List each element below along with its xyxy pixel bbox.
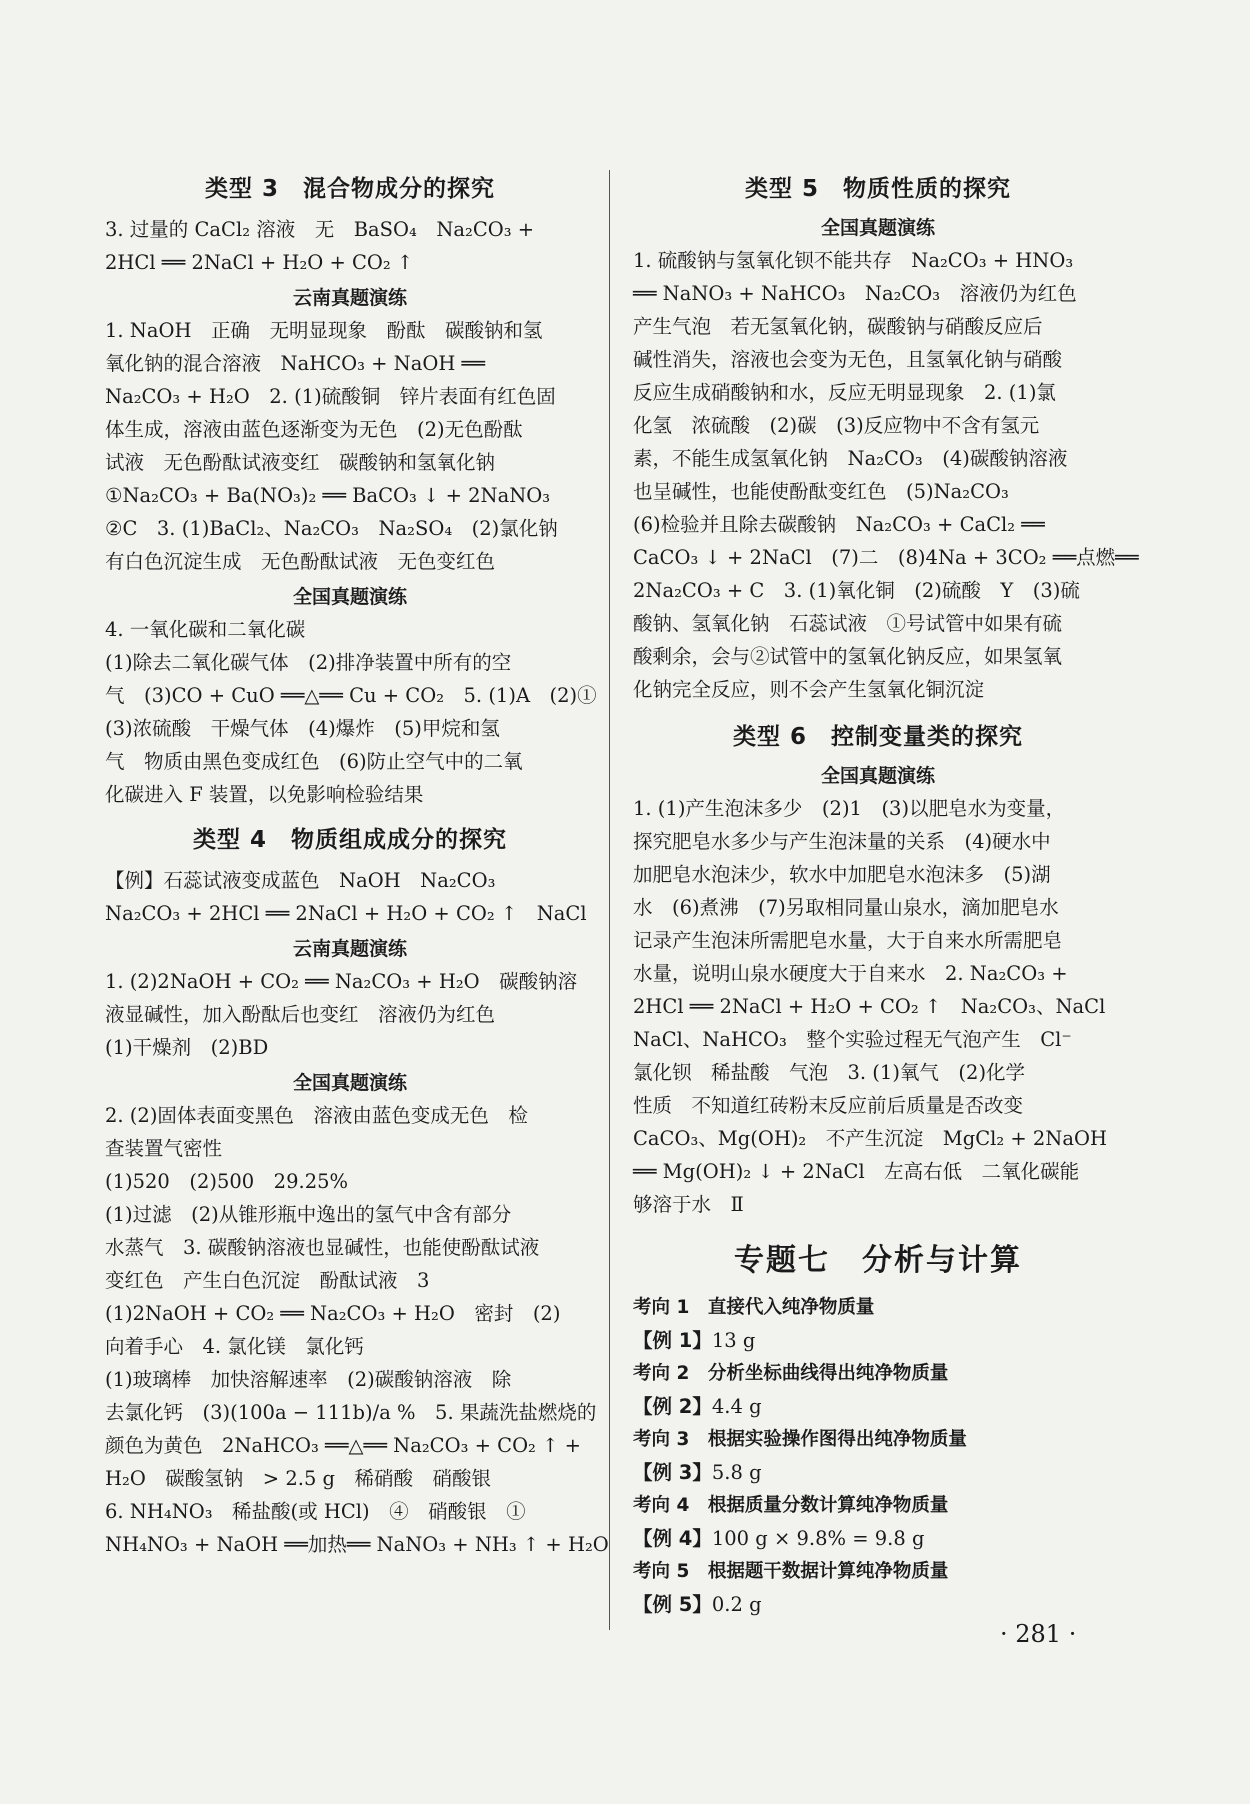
- answer-line: 够溶于水 Ⅱ: [633, 1193, 744, 1216]
- answer-line: 向着手心 4. 氯化镁 氯化钙: [105, 1335, 364, 1358]
- type4-yunnan-answers: [105, 965, 595, 1064]
- answer-line: 反应生成硝酸钠和水，反应无明显现象 2. (1)氯: [633, 381, 1056, 404]
- answer-line: (6)检验并且除去碳酸钠 Na₂CO₃ + CaCl₂ ══: [633, 513, 1045, 536]
- answer-line: NaCl、NaHCO₃ 整个实验过程无气泡产生 Cl⁻: [633, 1028, 1072, 1051]
- example-answer: [633, 1588, 1123, 1621]
- answer-line: 也呈碱性，也能使酚酞变红色 (5)Na₂CO₃: [633, 480, 1009, 503]
- example-label: 【例 5】: [633, 1593, 712, 1616]
- answer-line: 化钠完全反应，则不会产生氢氧化铜沉淀: [633, 678, 985, 701]
- answer-line: (1)干燥剂 (2)BD: [105, 1036, 269, 1059]
- answer-line: 水蒸气 3. 碳酸钠溶液也显碱性，也能使酚酞试液: [105, 1236, 540, 1259]
- answer-line: 加肥皂水泡沫少，软水中加肥皂水泡沫多 (5)湖: [633, 863, 1051, 886]
- subheading-national: 全国真题演练: [292, 586, 407, 608]
- answer-line: 2HCl ══ 2NaCl + H₂O + CO₂ ↑: [105, 251, 414, 274]
- kaoxiang-heading: 考向 3 根据实验操作图得出纯净物质量: [633, 1429, 967, 1450]
- kaoxiang-heading: 考向 1 直接代入纯净物质量: [633, 1297, 875, 1318]
- answer-line: Na₂CO₃ + H₂O 2. (1)硫酸铜 锌片表面有红色固: [105, 385, 556, 408]
- answer-line: 4. 一氧化碳和二氧化碳: [105, 618, 306, 641]
- answer-line: 1. NaOH 正确 无明显现象 酚酞 碳酸钠和氢: [105, 319, 543, 342]
- answer-line: (3)浓硫酸 干燥气体 (4)爆炸 (5)甲烷和氢: [105, 717, 500, 740]
- answer-line: H₂O 碳酸氢钠 > 2.5 g 稀硝酸 硝酸银: [105, 1467, 492, 1490]
- kaoxiang-heading: 考向 5 根据题干数据计算纯净物质量: [633, 1561, 949, 1582]
- type4-example-answers: [105, 864, 595, 930]
- answer-line: 去氯化钙 (3)(100a − 111b)/a % 5. 果蔬洗盐燃烧的: [105, 1401, 597, 1424]
- answer-line: 6. NH₄NO₃ 稀盐酸(或 HCl) ④ 硝酸银 ①: [105, 1500, 526, 1523]
- answer-line: ②C 3. (1)BaCl₂、Na₂CO₃ Na₂SO₄ (2)氯化钠: [105, 517, 558, 540]
- answer-line: CaCO₃、Mg(OH)₂ 不产生沉淀 MgCl₂ + 2NaOH: [633, 1127, 1107, 1150]
- answer-line: (1)玻璃棒 加快溶解速率 (2)碳酸钠溶液 除: [105, 1368, 512, 1391]
- answer-line: 水 (6)煮沸 (7)另取相同量山泉水，滴加肥皂水: [633, 896, 1059, 919]
- answer-line: 氯化钡 稀盐酸 气泡 3. (1)氧气 (2)化学: [633, 1061, 1026, 1084]
- subheading-yunnan: 云南真题演练: [292, 938, 407, 960]
- answer-line: 变红色 产生白色沉淀 酚酞试液 3: [105, 1269, 430, 1292]
- example-label: 【例 1】: [633, 1329, 712, 1352]
- answer-line: 酸剩余，会与②试管中的氢氧化钠反应，如果氢氧: [633, 645, 1063, 668]
- section-title-type6: 类型 6 控制变量类的探究: [732, 724, 1023, 750]
- example-answer: [633, 1522, 1123, 1555]
- answer-line: 记录产生泡沫所需肥皂水量，大于自来水所需肥皂: [633, 929, 1063, 952]
- answer-line: 化氢 浓硫酸 (2)碳 (3)反应物中不含有氢元: [633, 414, 1040, 437]
- answer-line: 酸钠、氢氧化钠 石蕊试液 ①号试管中如果有硫: [633, 612, 1063, 635]
- answer-line: 2Na₂CO₃ + C 3. (1)氧化铜 (2)硫酸 Y (3)硫: [633, 579, 1080, 602]
- answer-line: 化碳进入 F 装置，以免影响检验结果: [105, 783, 424, 806]
- answer-line: 2HCl ══ 2NaCl + H₂O + CO₂ ↑ Na₂CO₃、NaCl: [633, 995, 1106, 1018]
- example-value: 13 g: [711, 1329, 756, 1352]
- topic-items: [633, 1291, 1123, 1621]
- example-value: 5.8 g: [711, 1461, 762, 1484]
- type4-national-answers: [105, 1099, 609, 1561]
- example-label: 【例 2】: [633, 1395, 712, 1418]
- right-column: [633, 170, 1139, 1621]
- answer-line: CaCO₃ ↓ + 2NaCl (7)二 (8)4Na + 3CO₂ ══点燃══: [633, 546, 1139, 569]
- answer-line: 1. (1)产生泡沫多少 (2)1 (3)以肥皂水为变量，: [633, 797, 1066, 820]
- answer-line: 2. (2)固体表面变黑色 溶液由蓝色变成无色 检: [105, 1104, 528, 1127]
- type3-national-answers: [105, 613, 595, 811]
- answer-line: 气 (3)CO + CuO ══△══ Cu + CO₂ 5. (1)A (2)①: [105, 684, 597, 707]
- subheading-national: 全国真题演练: [292, 1072, 407, 1094]
- type5-answers: [633, 244, 1139, 706]
- example-value: 4.4 g: [711, 1395, 762, 1418]
- answer-line: ①Na₂CO₃ + Ba(NO₃)₂ ══ BaCO₃ ↓ + 2NaNO₃: [105, 484, 551, 507]
- answer-line: ══ Mg(OH)₂ ↓ + 2NaCl 左高右低 二氧化碳能: [633, 1160, 1080, 1183]
- answer-line: (1)除去二氧化碳气体 (2)排净装置中所有的空: [105, 651, 512, 674]
- example-answer: [633, 1456, 1123, 1489]
- answer-line: 查装置气密性: [105, 1137, 223, 1160]
- answer-line: 液显碱性，加入酚酞后也变红 溶液仍为红色: [105, 1003, 496, 1026]
- answer-line: (1)2NaOH + CO₂ ══ Na₂CO₃ + H₂O 密封 (2): [105, 1302, 561, 1325]
- example-label: 【例 3】: [633, 1461, 712, 1484]
- type3-answers: [105, 213, 595, 279]
- section-title-type5: 类型 5 物质性质的探究: [744, 176, 1011, 202]
- answer-line: (1)过滤 (2)从锥形瓶中逸出的氢气中含有部分: [105, 1203, 512, 1226]
- type3-yunnan-answers: [105, 314, 595, 578]
- kaoxiang-heading: 考向 4 根据质量分数计算纯净物质量: [633, 1495, 949, 1516]
- example-answer: [633, 1324, 1123, 1357]
- subheading-yunnan: 云南真题演练: [292, 287, 407, 309]
- answer-line: 3. 过量的 CaCl₂ 溶液 无 BaSO₄ Na₂CO₃ +: [105, 218, 535, 241]
- topic-title: 专题七 分析与计算: [734, 1243, 1022, 1278]
- answer-line: 颜色为黄色 2NaHCO₃ ══△══ Na₂CO₃ + CO₂ ↑ +: [105, 1434, 581, 1457]
- answer-line: 体生成，溶液由蓝色逐渐变为无色 (2)无色酚酞: [105, 418, 523, 441]
- answer-line: 碱性消失，溶液也会变为无色，且氢氧化钠与硝酸: [633, 348, 1063, 371]
- page-number: · 281 ·: [1000, 1620, 1077, 1648]
- answer-line: NH₄NO₃ + NaOH ══加热══ NaNO₃ + NH₃ ↑ + H₂O: [105, 1533, 609, 1556]
- answer-line: 产生气泡 若无氢氧化钠，碳酸钠与硝酸反应后: [633, 315, 1043, 338]
- answer-line: 气 物质由黑色变成红色 (6)防止空气中的二氧: [105, 750, 523, 773]
- subheading-national: 全国真题演练: [820, 217, 935, 239]
- answer-line: 有白色沉淀生成 无色酚酞试液 无色变红色: [105, 550, 496, 573]
- section-title-type4: 类型 4 物质组成成分的探究: [192, 827, 507, 853]
- type6-answers: [633, 792, 1123, 1221]
- section-title-type3: 类型 3 混合物成分的探究: [204, 176, 495, 202]
- answer-line: 性质 不知道红砖粉末反应前后质量是否改变: [633, 1094, 1024, 1117]
- answer-line: 【例】石蕊试液变成蓝色 NaOH Na₂CO₃: [105, 869, 496, 892]
- column-divider: [609, 170, 610, 1630]
- subheading-national: 全国真题演练: [820, 765, 935, 787]
- example-value: 100 g × 9.8% = 9.8 g: [711, 1527, 925, 1550]
- kaoxiang-heading: 考向 2 分析坐标曲线得出纯净物质量: [633, 1363, 949, 1384]
- example-answer: [633, 1390, 1123, 1423]
- example-label: 【例 4】: [633, 1527, 712, 1550]
- answer-line: 水量，说明山泉水硬度大于自来水 2. Na₂CO₃ +: [633, 962, 1068, 985]
- example-value: 0.2 g: [711, 1593, 762, 1616]
- answer-line: ══ NaNO₃ + NaHCO₃ Na₂CO₃ 溶液仍为红色: [633, 282, 1077, 305]
- answer-line: 探究肥皂水多少与产生泡沫量的关系 (4)硬水中: [633, 830, 1051, 853]
- answer-line: (1)520 (2)500 29.25%: [105, 1170, 349, 1193]
- left-column: [105, 170, 609, 1561]
- answer-line: 1. (2)2NaOH + CO₂ ══ Na₂CO₃ + H₂O 碳酸钠溶: [105, 970, 578, 993]
- answer-line: Na₂CO₃ + 2HCl ══ 2NaCl + H₂O + CO₂ ↑ NaCl: [105, 902, 587, 925]
- answer-line: 1. 硫酸钠与氢氧化钡不能共存 Na₂CO₃ + HNO₃: [633, 249, 1074, 272]
- answer-line: 氧化钠的混合溶液 NaHCO₃ + NaOH ══: [105, 352, 486, 375]
- answer-line: 试液 无色酚酞试液变红 碳酸钠和氢氧化钠: [105, 451, 496, 474]
- answer-line: 素，不能生成氢氧化钠 Na₂CO₃ (4)碳酸钠溶液: [633, 447, 1068, 470]
